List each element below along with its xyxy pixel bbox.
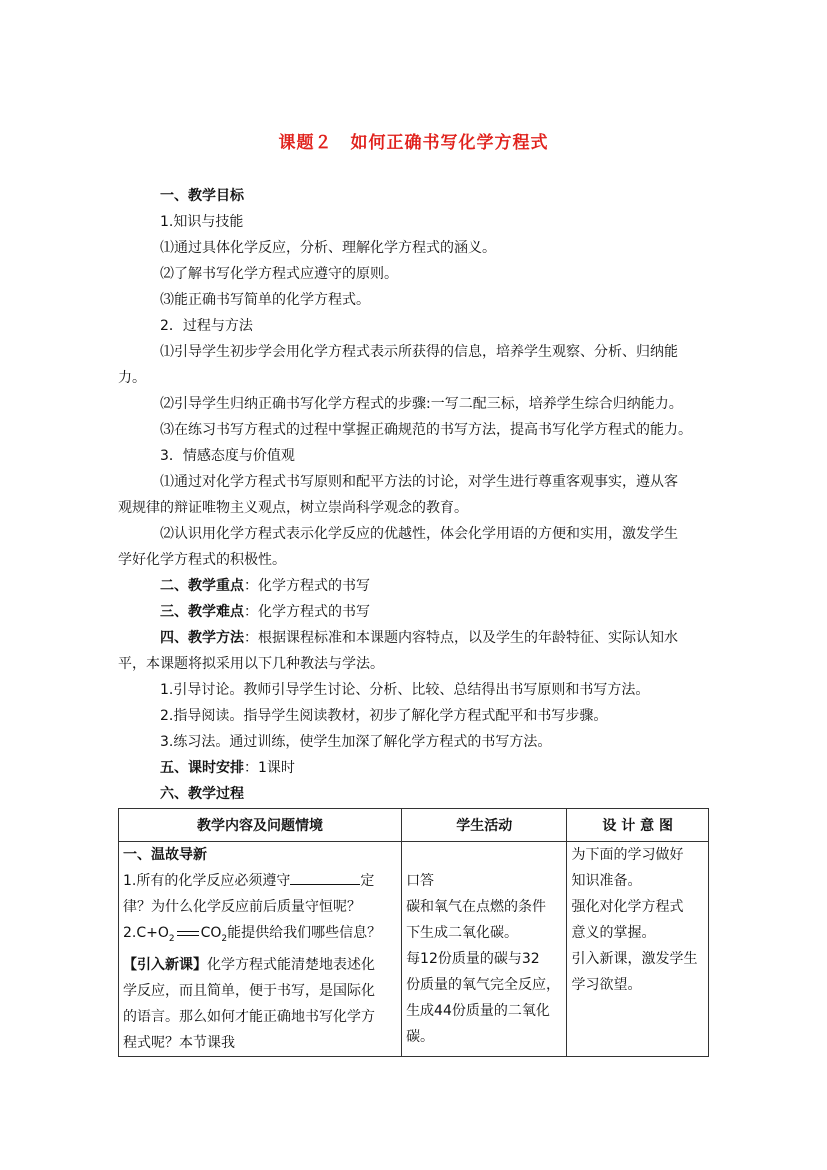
cell-line: 碳和氧气在点燃的条件	[406, 899, 547, 915]
cell-line: 每12份质量的碳与32	[406, 951, 540, 967]
paragraph: 3.练习法。通过训练，使学生加深了解化学方程式的书写方法。	[160, 734, 552, 750]
cell-line: 份质量的氧气完全反应，	[406, 977, 561, 993]
paragraph: ⑵了解书写化学方程式应遵守的原则。	[160, 266, 398, 282]
paragraph: ⑶能正确书写简单的化学方程式。	[160, 292, 370, 308]
paragraph: 1.引导讨论。教师引导学生讨论、分析、比较、总结得出书写原则和书写方法。	[160, 682, 650, 698]
section-heading: 六、教学过程	[160, 786, 244, 802]
activity-cell	[402, 842, 567, 1057]
section-heading: 四、教学方法	[160, 630, 244, 646]
section-heading: 五、课时安排	[160, 760, 244, 776]
schedule-text: ：1课时	[244, 760, 295, 776]
cell-line: 意义的掌握。	[571, 925, 656, 941]
paragraph: ⑴引导学生初步学会用化学方程式表示所获得的信息，培养学生观察、分析、归纳能	[160, 344, 678, 360]
table-header-row	[119, 809, 709, 842]
teaching-process-table	[118, 808, 709, 1057]
difficulty-text: ：化学方程式的书写	[244, 604, 370, 620]
paragraph-continuation: 观规律的辩证唯物主义观点，树立崇尚科学观念的教育。	[118, 500, 468, 516]
section-heading: 二、教学重点	[160, 578, 244, 594]
equals-sign	[177, 931, 199, 936]
cell-line: 知识准备。	[571, 873, 642, 889]
equation-line: $2.C+O_2$ $CO_2$能提供给我们哪些信息？	[123, 925, 382, 944]
paragraph: ⑴通过具体化学反应，分析、理解化学方程式的涵义。	[160, 240, 496, 256]
column-header: 学生活动	[402, 809, 567, 842]
cell-line: 生成44份质量的二氧化	[406, 1003, 550, 1019]
cell-line: 的语言。那么如何才能正确地书写化学方	[123, 1008, 375, 1025]
cell-line: 【引入新课】化学方程式能清楚地表述化	[123, 956, 375, 973]
section-heading: 一、教学目标	[160, 188, 244, 204]
page-title: 课题２ 如何正确书写化学方程式	[278, 133, 549, 153]
key-point-text: ：化学方程式的书写	[244, 578, 370, 594]
answer-blank	[290, 870, 360, 885]
cell-line: 律？为什么化学反应前后质量守恒呢？	[123, 899, 361, 915]
difficulty-line	[160, 599, 760, 625]
key-point-line	[160, 573, 760, 599]
paragraph: ⑶在练习书写方程式的过程中掌握正确规范的书写方法，提高书写化学方程式的能力。	[160, 422, 692, 438]
paragraph: 2.指导阅读。指导学生阅读教材，初步了解化学方程式配平和书写步骤。	[160, 708, 608, 724]
paragraph: ⑴通过对化学方程式书写原则和配平方法的讨论，对学生进行尊重客观事实，遵从客	[160, 474, 678, 490]
cell-line: 引入新课，激发学生	[571, 951, 698, 967]
subheading: 2．过程与方法	[160, 318, 253, 334]
cell-line: 学反应，而且简单，便于书写，是国际化	[123, 982, 375, 999]
schedule-line	[160, 755, 760, 781]
cell-line: 为下面的学习做好	[571, 847, 684, 863]
cell-heading: 一、温故导新	[123, 847, 207, 863]
paragraph-continuation: 学好化学方程式的积极性。	[118, 552, 286, 568]
cell-line: 强化对化学方程式	[571, 899, 684, 915]
section-heading: 三、教学难点	[160, 604, 244, 620]
table-row	[119, 842, 709, 1057]
intent-cell	[567, 842, 709, 1057]
paragraph: ⑵引导学生归纳正确书写化学方程式的步骤:一写二配三标，培养学生综合归纳能力。	[160, 396, 683, 412]
column-header: 设 计 意 图	[567, 809, 709, 842]
method-text: ：根据课程标准和本课题内容特点，以及学生的年龄特征、实际认知水	[244, 630, 678, 646]
method-line	[160, 625, 760, 651]
paragraph: ⑵认识用化学方程式表示化学反应的优越性，体会化学用语的方便和实用，激发学生	[160, 526, 678, 542]
paragraph-continuation: 力。	[118, 370, 146, 386]
cell-line: 碳。	[406, 1029, 435, 1045]
cell-line: 下生成二氧化碳。	[406, 925, 519, 941]
cell-line: 学习欲望。	[571, 977, 642, 993]
cell-line: 口答	[406, 873, 435, 889]
cell-line: 程式呢？本节课我	[123, 1034, 235, 1051]
column-header: 教学内容及问题情境	[119, 809, 402, 842]
content-cell	[119, 842, 402, 1057]
subheading: 1.知识与技能	[160, 214, 244, 230]
cell-line: 1.所有的化学反应必须遵守 定	[123, 868, 397, 894]
paragraph-continuation: 平，本课题将拟采用以下几种教法与学法。	[118, 656, 384, 672]
subheading: 3．情感态度与价值观	[160, 448, 295, 464]
intro-label: 【引入新课】	[123, 956, 207, 973]
